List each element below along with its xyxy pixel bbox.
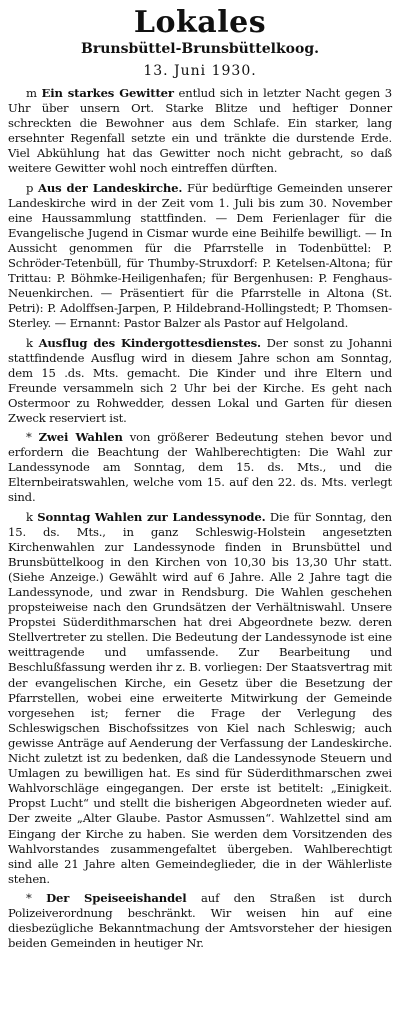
article-mark: *	[26, 890, 32, 905]
article-gewitter	[8, 86, 392, 177]
dateline: 13. Juni 1930.	[143, 63, 257, 79]
article-ausflug	[8, 336, 392, 427]
article-body: auf den Straßen ist durch Polizeiverordnung beschränkt. Wir weisen hin auf eine diesbezügliche Bekanntmachung der Amtsvorsteher der hiesigen beiden Gemeinden in heutiger Nr.	[8, 890, 392, 951]
article-headline: Ausflug des Kindergottesdienstes.	[38, 335, 261, 350]
article-landeskirche	[8, 181, 392, 332]
masthead	[8, 6, 392, 82]
article-headline: Aus der Landeskirche.	[37, 180, 183, 195]
section-title: Lokales	[133, 5, 267, 40]
article-mark: m	[26, 86, 37, 100]
article-mark: *	[26, 430, 32, 445]
article-headline: Ein starkes Gewitter	[41, 86, 174, 100]
article-headline: Der Speiseeishandel	[46, 890, 187, 905]
article-body: Die für Sonntag, den 15. ds. Mts., in ganz Schleswig-Holstein angesetzten Kirchenwahlen zur Landessynode finden in Brunsbüttel und Brunsbüttelkoog in den Kirchen von 10,30 bis 13,30 Uhr statt. (Siehe Anzeige.) Gewählt wird auf 6 Jahre. Alle 2 Jahre tagt die Landessynode, und zwar in Rendsburg. Die Wahlen geschehen propsteiweise nach den Grundsätzen der Verhältniswahl. Unsere Propstei Süderdithmarschen hat drei Abgeordnete bezw. deren Stellvertreter zu stellen. Die Bedeutung der Landessynode ist eine weittragende und umfassende. Zur Bearbeitung und Beschlußfassung werden ihr z. B. vorliegen: Der Staatsvertrag mit der evangelischen Kirche, ein Gesetz über die Besetzung der Pfarrstellen, wobei eine erweiterte Mitwirkung der Gemeinde vorgesehen ist; ferner die Frage der Verlegung des Schleswigschen Bischofssitzes von Kiel nach Schleswig; auch gewisse Anträge auf Aenderung der Verfassung der Landeskirche. Nicht zuletzt ist zu bedenken, daß die Landessynode Steuern und Umlagen zu bewilligen hat. Es sind für Süderdithmarschen zwei Wahlvorschläge eingegangen. Der erste ist betitelt: „Einigkeit. Propst Lucht“ und stellt die bisherigen Abgeordneten wieder auf. Der zweite „Alter Glaube. Pastor Asmussen“. Wahlzettel sind am Eingang der Kirche zu haben. Sie werden dem Vorsitzenden des Wahlvorstandes zusammengefaltet übergeben. Wahlberechtigt sind alle 21 Jahre alten Gemeindeglieder, die in der Wählerliste stehen.	[8, 509, 392, 886]
article-body: Für bedürftige Gemeinden unserer Landeskirche wird in der Zeit vom 1. Juli bis zum 30. November eine Haussammlung stattfinden. — Dem Ferienlager für die Evangelische Jugend in Cismar wurde eine Beihilfe bewilligt. — In Aussicht genommen für die Pfarrstelle in Todenbüttel: P. Schröder-Tetenbüll, für Thumby-Struxdorf: P. Ketelsen-Altona; für Trittau: P. Böhmke-Heiligenhafen; für Bergenhusen: P. Fenghaus-Neuenkirchen. — Präsentiert für die Pfarrstelle in Altona (St. Petri): P. Adolffsen-Jarpen, P. Hildebrand-Hollingstedt; P. Thomsen-Sterley. — Ernannt: Pastor Balzer als Pastor auf Helgoland.	[8, 180, 392, 331]
locality-subtitle: Brunsbüttel-Brunsbüttelkoog.	[81, 41, 319, 57]
article-landessynode	[8, 510, 392, 887]
article-headline: Zwei Wahlen	[38, 430, 123, 445]
article-headline: Sonntag Wahlen zur Landessynode.	[37, 509, 266, 524]
article-speiseeis	[8, 891, 392, 951]
article-zwei-wahlen	[8, 430, 392, 505]
article-mark: k	[26, 335, 33, 350]
article-body: entlud sich in letzter Nacht gegen 3 Uhr über unsern Ort. Starke Blitze und heftiger Donner schreckten die Bewohner aus dem Schlafe. Ein starker, lang ersehnter Regenfall setzte ein und tränkte die durstende Erde. Viel Abkühlung hat das Gewitter noch nicht gebracht, so daß weitere Gewitter wohl noch eintreffen dürften.	[8, 86, 392, 176]
article-body: von größerer Bedeutung stehen bevor und erfordern die Beachtung der Wahlberechtigten: Die Wahl zur Landessynode am Sonntag, dem 15. ds. Mts., und die Elternbeiratswahlen, welche vom 15. auf den 22. ds. Mts. verlegt sind.	[8, 430, 392, 505]
article-body: Der sonst zu Johanni stattfindende Ausflug wird in diesem Jahre schon am Sonntag, dem 15 .ds. Mts. gemacht. Die Kinder und ihre Eltern und Freunde versammeln sich 2 Uhr bei der Kirche. Es geht nach Ostermoor zu Rohwedder, dessen Lokal und Garten für diesen Zweck reserviert ist.	[8, 335, 392, 425]
article-mark: k	[26, 509, 33, 524]
article-mark: p	[26, 180, 34, 195]
